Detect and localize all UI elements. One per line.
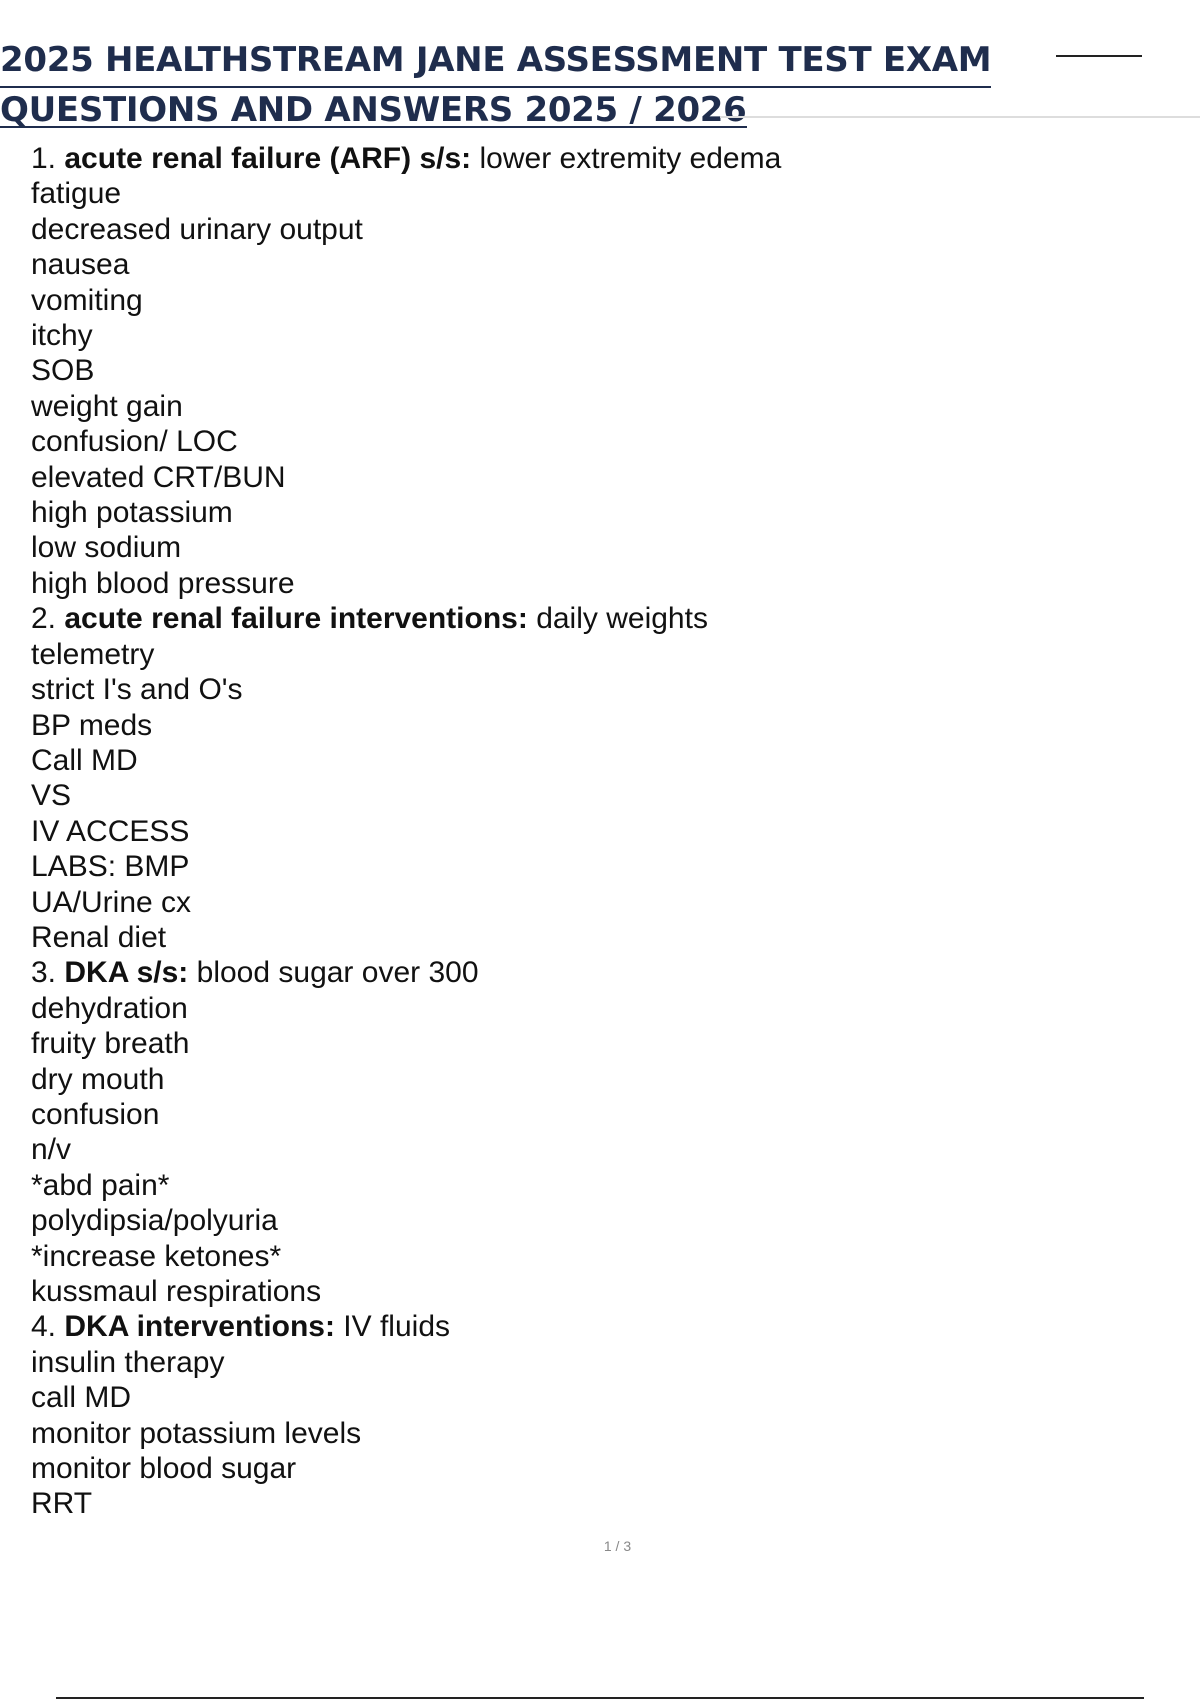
- header-rule: [1056, 55, 1142, 57]
- question-number: 2.: [31, 602, 57, 636]
- qa-item: [31, 1309, 1151, 1521]
- answer-line: confusion/ LOC: [31, 425, 238, 459]
- question-text: DKA s/s:: [64, 956, 189, 990]
- answer-line: n/v: [31, 1133, 72, 1167]
- answer-line: strict I's and O's: [31, 673, 243, 707]
- answer-line: *abd pain*: [31, 1168, 170, 1202]
- qa-item: [31, 141, 1151, 601]
- question-text: acute renal failure interventions:: [64, 602, 528, 636]
- answer-line: BP meds: [31, 708, 153, 742]
- answer-line: call MD: [31, 1381, 132, 1415]
- answer-line: low sodium: [31, 531, 182, 565]
- answer-text: lower extremity edema: [479, 142, 782, 175]
- header-divider: [720, 116, 1200, 118]
- answer-text: daily weights: [536, 602, 708, 636]
- question-number: 3.: [31, 956, 57, 990]
- answer-line: nausea: [31, 248, 130, 282]
- answer-line: Call MD: [31, 743, 138, 777]
- answer-line: decreased urinary output: [31, 212, 363, 246]
- document-title: [0, 34, 992, 133]
- answer-line: vomiting: [31, 283, 143, 317]
- answer-line: LABS: BMP: [31, 850, 190, 884]
- question-number: 1.: [31, 142, 57, 175]
- answer-line: kussmaul respirations: [31, 1275, 322, 1308]
- answer-line: VS: [31, 779, 72, 813]
- qa-item: [31, 955, 1151, 1309]
- answer-line: *increase ketones*: [31, 1239, 282, 1273]
- answer-line: UA/Urine cx: [31, 885, 192, 919]
- answer-line: dry mouth: [31, 1062, 165, 1096]
- answer-line: confusion: [31, 1097, 160, 1131]
- answer-line: Renal diet: [31, 920, 167, 954]
- answer-line: fatigue: [31, 177, 122, 211]
- answer-line: telemetry: [31, 637, 155, 671]
- answer-line: polydipsia/polyuria: [31, 1204, 278, 1238]
- title-line-2: QUESTIONS AND ANSWERS 2025 / 2026: [0, 90, 747, 128]
- question-line: [31, 601, 1151, 636]
- answer-text: IV fluids: [343, 1310, 451, 1344]
- question-number: 4.: [31, 1310, 57, 1344]
- answer-line: monitor blood sugar: [31, 1452, 297, 1486]
- title-line-1: 2025 HEALTHSTREAM JANE ASSESSMENT TEST EXAM: [0, 34, 991, 88]
- answer-line: itchy: [31, 319, 93, 353]
- answer-line: fruity breath: [31, 1027, 190, 1061]
- question-line: [31, 1309, 1151, 1344]
- question-text: DKA interventions:: [64, 1310, 335, 1344]
- answer-text: blood sugar over 300: [196, 956, 479, 990]
- answer-line: SOB: [31, 354, 95, 388]
- answer-line: IV ACCESS: [31, 814, 190, 848]
- question-line: [31, 141, 1151, 176]
- answer-line: insulin therapy: [31, 1345, 225, 1379]
- answer-line: high blood pressure: [31, 566, 295, 600]
- answer-line: RRT: [31, 1487, 93, 1521]
- qa-item: [31, 601, 1151, 955]
- answer-line: elevated CRT/BUN: [31, 460, 286, 494]
- page-indicator: 1 / 3: [603, 1538, 632, 1554]
- question-line: [31, 955, 1151, 990]
- question-text: acute renal failure (ARF) s/s:: [64, 142, 472, 175]
- answer-line: dehydration: [31, 991, 188, 1025]
- answer-line: weight gain: [31, 389, 183, 423]
- answer-line: monitor potassium levels: [31, 1416, 362, 1450]
- qa-list: [31, 141, 1151, 1522]
- answer-line: high potassium: [31, 496, 233, 530]
- footer-rule: [56, 1697, 1144, 1699]
